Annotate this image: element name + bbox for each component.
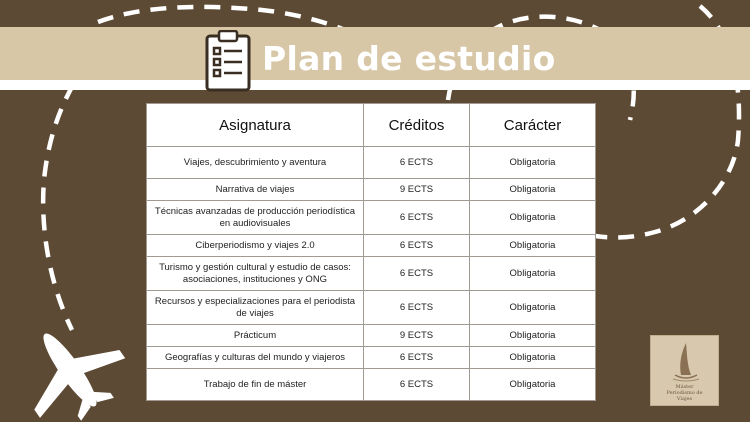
credits-cell: 6 ECTS [364, 235, 470, 257]
study-plan-table [146, 103, 596, 401]
subject-cell: Prácticum [147, 325, 364, 347]
type-cell: Obligatoria [470, 201, 596, 235]
subject-cell: Geografías y culturas del mundo y viajeros [147, 347, 364, 369]
table-row [147, 179, 596, 201]
credits-cell: 6 ECTS [364, 369, 470, 401]
logo-text-line1: Máster [675, 384, 694, 390]
table-row [147, 369, 596, 401]
table-row [147, 147, 596, 179]
type-cell: Obligatoria [470, 257, 596, 291]
table-row [147, 235, 596, 257]
page-title: Plan de estudio [262, 39, 556, 78]
table-row [147, 201, 596, 235]
table-row [147, 347, 596, 369]
program-logo [650, 335, 719, 406]
credits-cell: 9 ECTS [364, 179, 470, 201]
type-cell: Obligatoria [470, 147, 596, 179]
credits-cell: 6 ECTS [364, 291, 470, 325]
credits-cell: 6 ECTS [364, 257, 470, 291]
subject-cell: Viajes, descubrimiento y aventura [147, 147, 364, 179]
type-cell: Obligatoria [470, 347, 596, 369]
subject-cell: Ciberperiodismo y viajes 2.0 [147, 235, 364, 257]
type-cell: Obligatoria [470, 235, 596, 257]
clipboard-checklist-icon [205, 30, 251, 92]
subject-cell: Turismo y gestión cultural y estudio de casos: asociaciones, instituciones y ONG [147, 257, 364, 291]
credits-cell: 6 ECTS [364, 147, 470, 179]
column-header-subject: Asignatura [147, 104, 364, 147]
credits-cell: 6 ECTS [364, 201, 470, 235]
table-header-row [147, 104, 596, 147]
logo-text-line3: Viajes [676, 396, 693, 402]
type-cell: Obligatoria [470, 369, 596, 401]
type-cell: Obligatoria [470, 291, 596, 325]
type-cell: Obligatoria [470, 179, 596, 201]
subject-cell: Recursos y especializaciones para el periodista de viajes [147, 291, 364, 325]
table-row [147, 325, 596, 347]
type-cell: Obligatoria [470, 325, 596, 347]
subject-cell: Narrativa de viajes [147, 179, 364, 201]
logo-text-line2: Periodismo de [666, 390, 703, 396]
credits-cell: 9 ECTS [364, 325, 470, 347]
credits-cell: 6 ECTS [364, 347, 470, 369]
sailboat-logo-icon [651, 339, 720, 384]
table-row [147, 291, 596, 325]
subject-cell: Técnicas avanzadas de producción periodística en audiovisuales [147, 201, 364, 235]
table-row [147, 257, 596, 291]
column-header-type: Carácter [470, 104, 596, 147]
subject-cell: Trabajo de fin de máster [147, 369, 364, 401]
column-header-credits: Créditos [364, 104, 470, 147]
